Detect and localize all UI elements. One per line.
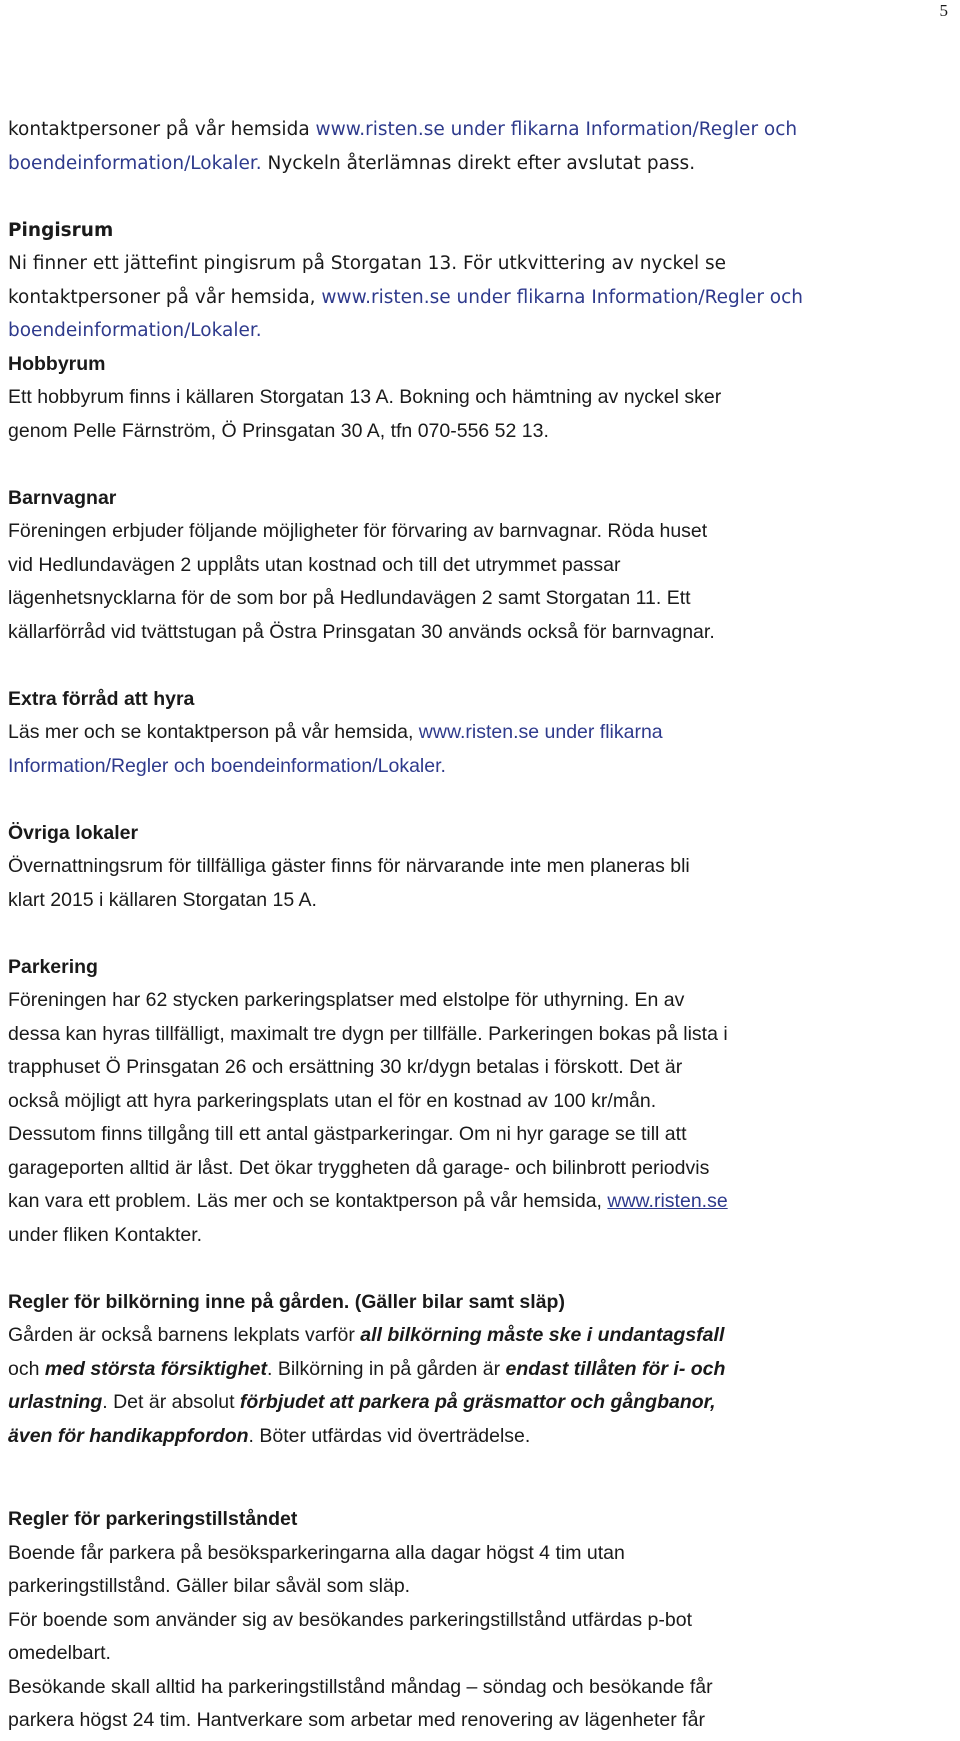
- paragraph-text: . Det är absolut: [102, 1391, 240, 1413]
- hobbyrum-section: [8, 348, 953, 449]
- paragraph-line: Föreningen erbjuder följande möjligheter för förvaring av barnvagnar. Röda huset: [8, 520, 708, 542]
- paragraph-text: och: [8, 1357, 45, 1380]
- section-heading: Barnvagnar: [8, 486, 117, 509]
- pingisrum-section: [8, 214, 953, 348]
- website-link[interactable]: www.risten.se under flikarna Information/Regler och: [321, 286, 804, 308]
- emphasis-text: med största försiktighet: [44, 1357, 267, 1380]
- paragraph-line: parkeringstillstånd. Gäller bilar såväl som släp.: [8, 1575, 411, 1597]
- intro-section: [8, 113, 953, 180]
- paragraph-line: också möjligt att hyra parkeringsplats utan el för en kostnad av 100 kr/mån.: [8, 1089, 657, 1112]
- document-body: [8, 113, 953, 1738]
- extra-forrad-section: [8, 683, 953, 784]
- intro-text-cont: Nyckeln återlämnas direkt efter avslutat pass.: [261, 152, 696, 174]
- paragraph-line: Besökande skall alltid ha parkeringstillstånd måndag – söndag och besökande får: [8, 1675, 713, 1698]
- paragraph-line: Ett hobbyrum finns i källaren Storgatan 13 A. Bokning och hämtning av nyckel sker: [8, 386, 722, 408]
- paragraph-line: Övernattningsrum för tillfälliga gäster finns för närvarande inte men planeras bli: [8, 855, 690, 877]
- intro-link[interactable]: www.risten.se under flikarna Information/Regler och: [315, 119, 798, 140]
- emphasis-text: även för handikappfordon: [8, 1424, 249, 1447]
- parkeringstillstand-section: [8, 1503, 953, 1738]
- paragraph-line: vid Hedlundavägen 2 upplåts utan kostnad och till det utrymmet passar: [8, 553, 621, 576]
- paragraph-line: För boende som använder sig av besökandes parkeringstillstånd utfärdas p-bot: [8, 1608, 692, 1631]
- paragraph-line: klart 2015 i källaren Storgatan 15 A.: [8, 888, 317, 911]
- website-link-cont[interactable]: boendeinformation/Lokaler.: [8, 320, 262, 341]
- paragraph-line: källarförråd vid tvättstugan på Östra Prinsgatan 30 används också för barnvagnar.: [8, 620, 715, 643]
- section-heading: Regler för bilkörning inne på gården. (Gäller bilar samt släp): [8, 1290, 565, 1313]
- bilkorning-section: [8, 1286, 953, 1454]
- paragraph-text: . Böter utfärdas vid överträdelse.: [248, 1424, 531, 1447]
- section-heading: Extra förråd att hyra: [8, 687, 195, 710]
- website-link[interactable]: www.risten.se under flikarna: [418, 721, 663, 743]
- paragraph-line: under fliken Kontakter.: [8, 1223, 203, 1246]
- emphasis-text: endast tillåten för i- och: [505, 1357, 726, 1380]
- intro-text: kontaktpersoner på vår hemsida: [8, 119, 316, 140]
- paragraph-text: kan vara ett problem. Läs mer och se kontaktperson på vår hemsida,: [8, 1190, 608, 1212]
- paragraph-line: trapphuset Ö Prinsgatan 26 och ersättning 30 kr/dygn betalas i förskott. Det är: [8, 1056, 683, 1078]
- page-number: 5: [939, 1, 948, 20]
- paragraph-line: Föreningen har 62 stycken parkeringsplatser med elstolpe för uthyrning. En av: [8, 989, 685, 1011]
- emphasis-text: urlastning: [8, 1391, 103, 1413]
- paragraph-text: . Bilkörning in på gården är: [267, 1357, 506, 1380]
- parkering-section: [8, 951, 953, 1253]
- section-heading: Regler för parkeringstillståndet: [8, 1508, 298, 1530]
- paragraph-line: parkera högst 24 tim. Hantverkare som arbetar med renovering av lägenheter får: [8, 1709, 705, 1731]
- intro-link-cont[interactable]: boendeinformation/Lokaler.: [8, 152, 262, 174]
- section-heading: Pingisrum: [8, 219, 114, 241]
- paragraph-line: dessa kan hyras tillfälligt, maximalt tre dygn per tillfälle. Parkeringen bokas på lista i: [8, 1022, 728, 1045]
- website-link[interactable]: www.risten.se: [607, 1190, 728, 1212]
- section-heading: Övriga lokaler: [8, 821, 139, 844]
- paragraph-line: Ni finner ett jättefint pingisrum på Storgatan 13. För utkvittering av nyckel se: [8, 253, 727, 274]
- paragraph-line: garageporten alltid är låst. Det ökar tryggheten då garage- och bilinbrott periodvis: [8, 1156, 710, 1179]
- paragraph-line: Dessutom finns tillgång till ett antal gästparkeringar. Om ni hyr garage se till att: [8, 1123, 687, 1145]
- paragraph-line: lägenhetsnycklarna för de som bor på Hedlundavägen 2 samt Storgatan 11. Ett: [8, 587, 691, 609]
- paragraph-line: Boende får parkera på besöksparkeringarna alla dagar högst 4 tim utan: [8, 1541, 625, 1564]
- paragraph-line: omedelbart.: [8, 1642, 111, 1664]
- section-heading: Hobbyrum: [8, 352, 106, 375]
- website-link-cont[interactable]: Information/Regler och boendeinformation/Lokaler.: [8, 754, 446, 777]
- barnvagnar-section: [8, 482, 953, 650]
- paragraph-text: Gården är också barnens lekplats varför: [8, 1324, 361, 1346]
- paragraph-text: kontaktpersoner på vår hemsida,: [8, 286, 322, 308]
- section-heading: Parkering: [8, 955, 98, 978]
- emphasis-text: all bilkörning måste ske i undantagsfall: [360, 1324, 725, 1346]
- emphasis-text: förbjudet att parkera på gräsmattor och gångbanor,: [239, 1391, 716, 1413]
- paragraph-line: genom Pelle Färnström, Ö Prinsgatan 30 A, tfn 070-556 52 13.: [8, 419, 549, 442]
- paragraph-text: Läs mer och se kontaktperson på vår hemsida,: [8, 721, 419, 743]
- ovriga-lokaler-section: [8, 817, 953, 918]
